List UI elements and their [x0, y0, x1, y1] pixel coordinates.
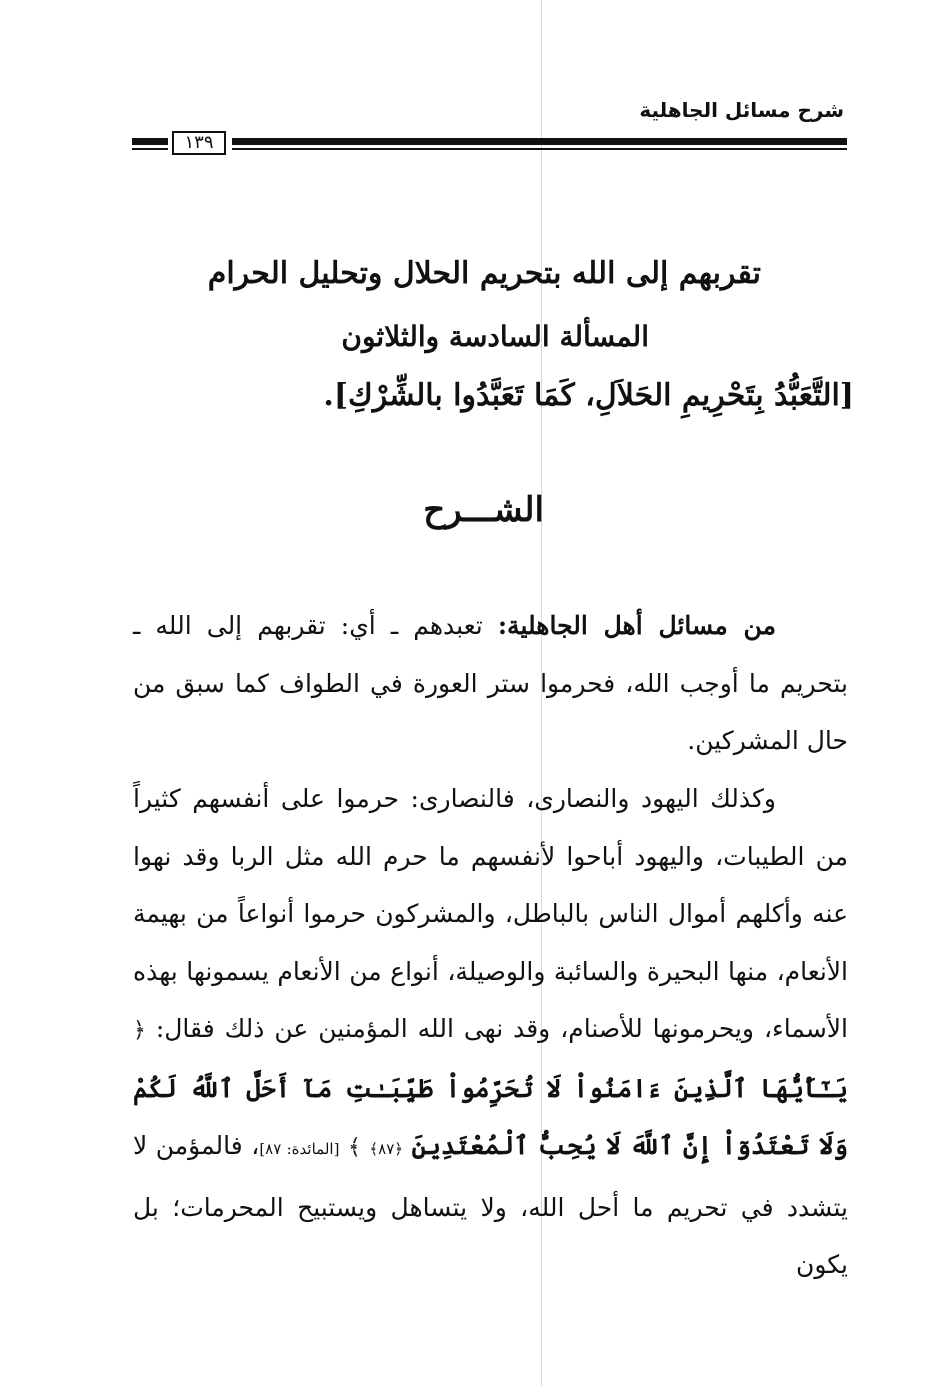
- verse-number-mark: ﴿٨٧﴾: [369, 1140, 404, 1158]
- header-rule-short-thin: [132, 148, 168, 150]
- paragraph-1: [133, 597, 848, 770]
- header-rule-thick: [232, 138, 847, 145]
- header-rule-thin: [232, 148, 847, 150]
- paragraph-2-continuation: ، فالمؤمن لا يتشدد في تحريم ما أحل الله، ولا يتساهل ويستبيح المحرمات؛ بل يكون: [133, 1131, 848, 1279]
- quran-open-bracket: ﴿: [133, 1018, 146, 1043]
- quran-close-bracket: ﴾: [347, 1135, 361, 1160]
- commentary-heading: الشـــرح: [423, 490, 544, 530]
- issue-quote: [التَّعَبُّدُ بِتَحْرِيمِ الحَلاَلِ، كَمَا تَعَبَّدُوا بالشِّرْكِ].: [323, 378, 854, 413]
- chapter-heading: تقربهم إلى الله بتحريم الحلال وتحليل الحرام: [207, 256, 761, 291]
- paragraph-2: [133, 770, 848, 1294]
- running-header-title: شرح مسائل الجاهلية: [639, 98, 844, 122]
- paragraph-1-term: من مسائل أهل الجاهلية:: [497, 611, 776, 640]
- paragraph-2-text: وكذلك اليهود والنصارى، فالنصارى: حرموا على أنفسهم كثيراً من الطيبات، واليهود أباحوا لأنفسهم ما حرم الله مثل الربا وقد نهوا عنه وأكلهم أموال الناس بالباطل، والمشركون حرموا أنواعاً من بهيمة الأنعام، منها البحيرة والسائبة والوصيلة، أنواع من الأنعام يسمونها بهذه الأسماء، ويحرمونها للأصنام، وقد نهى الله المؤمنين عن ذلك فقال:: [133, 784, 848, 1043]
- verse-reference: [المائدة: ٨٧]: [259, 1140, 340, 1158]
- quran-verse: يَـٰٓأَيُّهَا ٱلَّذِينَ ءَامَنُواْ لَا تُحَرِّمُواْ طَيِّبَـٰتِ مَآ أَحَلَّ ٱللَّهُ لَكُمْ وَلَا تَعْتَدُوٓاْ إِنَّ ٱللَّهَ لَا يُحِبُّ ٱلْمُعْتَدِينَ: [133, 1073, 849, 1160]
- page-number: ١٣٩: [172, 131, 226, 155]
- header-rule-short-thick: [132, 138, 168, 145]
- paragraph-1-text: تعبدهم ـ أي: تقربهم إلى الله ـ بتحريم ما أوجب الله، فحرموا ستر العورة في الطواف كما سبق من حال المشركين.: [133, 611, 848, 755]
- issue-heading: المسألة السادسة والثلاثون: [341, 320, 649, 353]
